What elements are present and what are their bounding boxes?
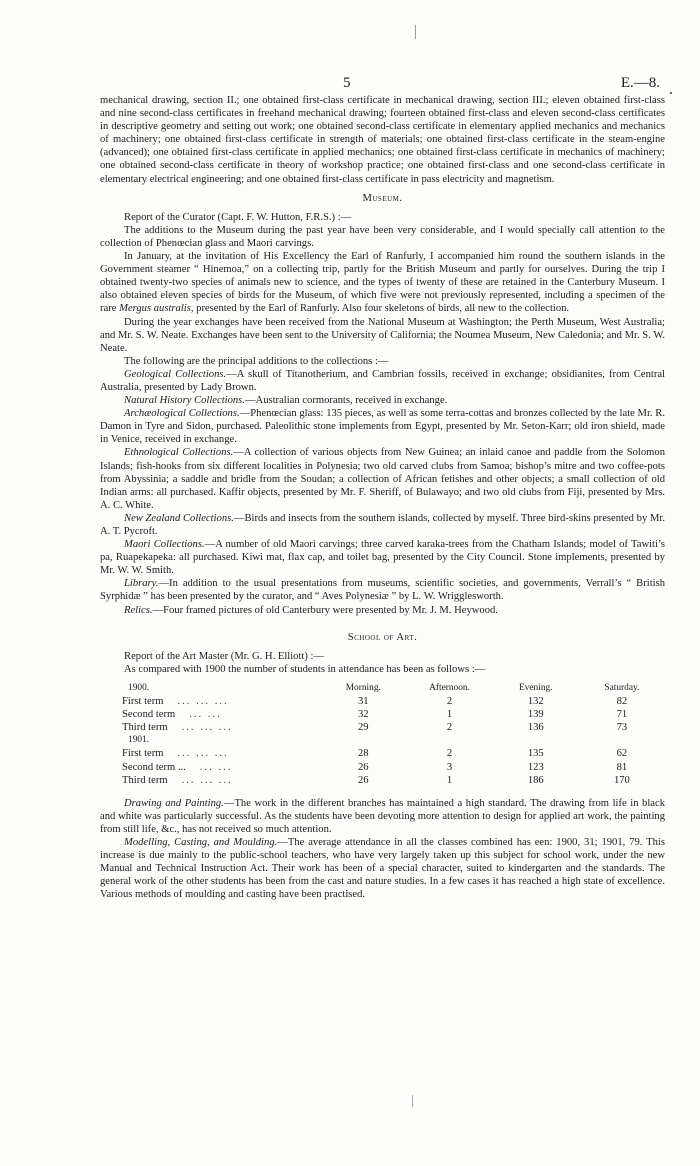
ethnological-text: —A collection of various objects from New Guinea; an inlaid canoe and paddle from the Solomon Islands; fish-hooks from six different localities in Polynesia; two old carved clubs from Samoa; bishop’s mitre and two coffee-pots from Abyssinia; a saddle and bridle from the Soudan; a collection of African fetishes and other objects; a small collection of old Indian arms: all purchased. Kaffir objects, presented by Mr. F. Sheriff, of Bulawayo; and two old clubs from Fiji, presented by Mrs. A. C. White. [100, 447, 665, 511]
leader-dots: ... ... ... [181, 774, 233, 786]
art-compare-line: As compared with 1900 the number of students in attendance has been as follows :— [124, 663, 486, 675]
new-zealand-text: —Birds and insects from the southern islands, collected by myself. Three bird-skins presented by Mr. A. T. Pycroft. [100, 512, 665, 537]
term-cell [120, 708, 320, 721]
morning-cell: 26 [357, 774, 369, 786]
term-label: Third term [122, 774, 168, 786]
scan-mark [415, 25, 416, 39]
morning-cell: 26 [357, 761, 369, 773]
leader-dots: ... ... ... [181, 722, 233, 734]
evening-cell: 135 [527, 748, 544, 760]
ethnological-collections [100, 446, 665, 511]
natural-history-label: Natural History Collections. [124, 395, 245, 407]
archaeological-collections [100, 407, 665, 446]
maori-collections [100, 538, 665, 577]
intro-paragraph: mechanical drawing, section II.; one obtained first-class certificate in mechanical drawing, section III.; eleven obtained first-class and nine second-class certificates in freehand mechanical drawing; fourteen obtained first-class and eleven second-class certificates in descriptive geometry and setting out work; one obtained second-class certificate in elementary applied mechanics and mechanics of machinery; one obtained first-class certificate in strength of materials; one obtained first-class certificate in the steam-engine (advanced); one obtained first-class certificate in applied mechanics; one obtained first-class certificate in mechanics of machinery; one obtained second-class certificate in theory of workshop practice; one obtained first-class and one second-class certificate in elementary electrical engineering; and one obtained first-class certificate in pass electricity and magnetism. [100, 95, 665, 185]
leader-dots: ... ... ... [177, 748, 229, 760]
natural-history-text: —Australian cormorants, received in exchange. [244, 395, 448, 407]
museum-heading: Museum. [362, 192, 403, 204]
saturday-cell: 82 [616, 696, 628, 708]
afternoon-cell: 2 [446, 696, 453, 708]
relics-section [100, 604, 665, 617]
term-cell [120, 774, 320, 787]
modelling-paragraph [100, 836, 665, 901]
term-cell [120, 721, 320, 734]
ethnological-label: Ethnological Collections. [124, 447, 234, 459]
evening-cell: 139 [527, 709, 544, 721]
saturday-cell: 62 [616, 748, 628, 760]
scan-dot [670, 92, 672, 94]
year-label: 1901. [128, 735, 150, 746]
morning-cell: 29 [357, 722, 369, 734]
archaeological-text: —Phenœcian glass: 135 pieces, as well as some terra-cottas and bronzes collected by the late Mr. R. Damon in Tyre and Sidon, purchased. Paleolithic stone implements from Egypt, presented by Mr. Seton-Karr; old iron shield, made in Venice, received in exchange. [100, 408, 665, 446]
leader-dots: ... ... [189, 709, 222, 721]
drawing-painting-paragraph [100, 797, 665, 836]
afternoon-cell: 3 [446, 761, 453, 773]
term-label: Second term ... [122, 761, 186, 773]
afternoon-cell: 2 [446, 722, 453, 734]
modelling-label: Modelling, Casting, and Moulding. [124, 836, 278, 848]
header-year: 1900. [128, 682, 150, 693]
museum-report-line: Report of the Curator (Capt. F. W. Hutton, F.R.S.) :— [124, 211, 352, 223]
relics-text: —Four framed pictures of old Canterbury were presented by Mr. J. M. Heywood. [152, 604, 498, 616]
table-row [120, 761, 665, 774]
page-number: 5 [343, 75, 351, 91]
empty-cell [320, 734, 406, 747]
term-cell [120, 761, 320, 774]
empty-cell [493, 734, 579, 747]
drawing-painting-label: Drawing and Painting. [124, 797, 224, 809]
relics-label: Relics. [124, 604, 153, 616]
geological-label: Geological Collections. [124, 368, 227, 380]
table-row [120, 695, 665, 708]
afternoon-cell: 2 [446, 748, 453, 760]
geological-collections [100, 368, 665, 394]
header-afternoon: Afternoon. [429, 682, 470, 693]
modelling-text: —The average attendance in all the classes combined has een: 1900, 31; 1901, 79. This increase is due mainly to the public-school teachers, who have very largely taken up this subject for school work, under the new Manual and Technical Instruction Act. Their work has been of a special character, suited to kindergarten and the standards. The general work of the other students has been from the cast and nature studies. In a few cases it has reached a high state of excellence. Various methods of moulding and casting have been practised. [100, 836, 665, 901]
museum-paragraph-4: The following are the principal additions to the collections :— [124, 355, 389, 367]
attendance-header-row [120, 682, 665, 695]
library-label: Library. [124, 578, 159, 590]
year-row [120, 734, 665, 747]
empty-cell [579, 734, 665, 747]
term-cell [120, 747, 320, 760]
header-morning: Morning. [345, 682, 381, 693]
page-content [100, 94, 665, 901]
scan-mark-bottom [412, 1095, 413, 1107]
school-of-art-heading: School of Art. [347, 631, 418, 643]
table-row [120, 721, 665, 734]
term-label: Third term [122, 722, 168, 734]
saturday-cell: 81 [616, 761, 628, 773]
term-label: First term [122, 696, 164, 708]
empty-cell [406, 734, 492, 747]
table-row [120, 747, 665, 760]
geological-text: —A skull of Titanotherium, and Cambrian fossils, received in exchange; obsidianites, from Central Australia, presented by Lady Brown. [100, 368, 665, 393]
attendance-body [120, 695, 665, 787]
morning-cell: 31 [357, 696, 369, 708]
new-zealand-collections [100, 512, 665, 538]
species-name: Mergus australis [119, 303, 191, 315]
museum-paragraph-1: The additions to the Museum during the past year have been very considerable, and I would specially call attention to the collection of Phenœcian glass and Maori carvings. [100, 224, 665, 249]
saturday-cell: 73 [616, 722, 628, 734]
attendance-table [120, 682, 665, 787]
new-zealand-label: New Zealand Collections. [124, 512, 234, 524]
evening-cell: 123 [527, 761, 544, 773]
evening-cell: 132 [527, 696, 544, 708]
header-saturday: Saturday. [604, 682, 640, 693]
museum-paragraph-2-end: , presented by the Earl of Ranfurly. Also four skeletons of birds, all new to the collection. [190, 303, 570, 315]
museum-paragraph-2-text: In January, at the invitation of His Excellency the Earl of Ranfurly, I accompanied him round the southern islands in the Government steamer “ Hinemoa,” on a collecting trip, partly for the British Museum and partly for ourselves. During the trip I obtained twenty-two species of animals new to science, and the types of twenty of these are retained in the Canterbury Museum. I also obtained eleven species of birds for the Museum, of which five were not previously represented, including a specimen of the rare [100, 251, 665, 315]
leader-dots: ... ... ... [177, 696, 229, 708]
table-row [120, 708, 665, 721]
natural-history-collections [100, 394, 665, 407]
drawing-painting-text: —The work in the different branches has maintained a high standard. The drawing from life in black and white was particularly successful. As the students have been devoting more attention to design for applied art work, the painting from still life, &c., has not received so much attention. [100, 797, 665, 835]
maori-label: Maori Collections. [124, 539, 205, 551]
evening-cell: 186 [527, 774, 544, 786]
art-report-line: Report of the Art Master (Mr. G. H. Elliott) :— [124, 650, 325, 662]
museum-paragraph-3: During the year exchanges have been received from the National Museum at Washington; the Perth Museum, West Australia; and Mr. S. W. Neate. Exchanges have been sent to the University of California; the Noumea Museum, New Caledonia; and Mr. S. W. Neate. [100, 316, 665, 354]
term-label: First term [122, 748, 164, 760]
afternoon-cell: 1 [446, 709, 453, 721]
morning-cell: 32 [357, 709, 369, 721]
library-section [100, 577, 665, 603]
saturday-cell: 170 [613, 774, 630, 786]
term-cell [120, 695, 320, 708]
museum-paragraph-2 [100, 250, 665, 315]
afternoon-cell: 1 [446, 774, 453, 786]
table-row [120, 774, 665, 787]
morning-cell: 28 [357, 748, 369, 760]
document-page [100, 78, 665, 901]
library-text: —In addition to the usual presentations from museums, scientific societies, and governments, Verrall’s “ British Syrphidæ ” has been presented by the curator, and “ Aves Polynesiæ ” by L. W. Wrigglesworth. [100, 578, 665, 603]
archaeological-label: Archæological Collections. [124, 408, 240, 420]
leader-dots: ... ... [199, 761, 233, 773]
saturday-cell: 71 [616, 709, 628, 721]
term-label: Second term [122, 709, 176, 721]
page-reference: E.—8. [620, 75, 660, 91]
header-evening: Evening. [518, 682, 553, 693]
maori-text: —A number of old Maori carvings; three carved karaka-trees from the Chatham Islands; model of Tawiti’s pa, Ruapekapeka: all purchased. Kiwi mat, flax cap, and toilet bag, presented by the City Council. Stone implements, presented by Mr. W. W. Smith. [100, 539, 665, 577]
evening-cell: 136 [527, 722, 544, 734]
